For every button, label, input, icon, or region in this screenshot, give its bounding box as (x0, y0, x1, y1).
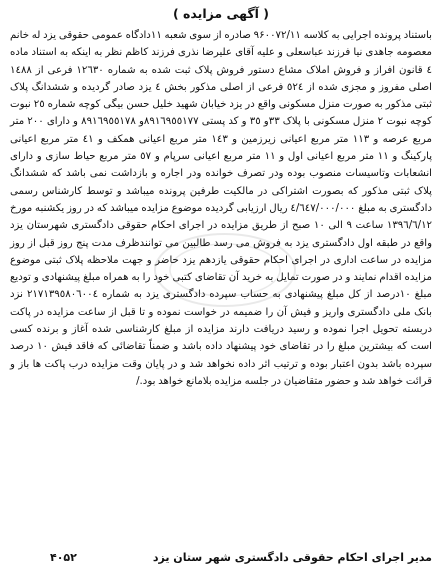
issuing-office: مدیر اجرای احکام حقوقی دادگستری شهر ستان یزد (152, 551, 432, 564)
notice-footer (10, 551, 432, 564)
notice-title: ( آگهی مزایده ) (172, 6, 270, 21)
notice-body: باستناد پرونده اجرایی به کلاسه ۹۶۰۰۷۲/۱۱ صادره از سوی شعبه ۱۱دادگاه عمومی حقوقی یزد له خانم معصومه جاهدی نیا فرزند عباسعلی و علیه آقای علیرضا نذری فرزند کاظم نظر به اینکه به استناد ماده ٤ قانون افراز و فروش املاک مشاع دستور فروش پلاک ثبت شده به شماره ١٢٦٣٠ فرعی از ١٤٨٨ اصلی مفروز و مجزی شده از ٥٢٤ فرعی از اصلی مذکور بخش ٤ یزد صادر گردیده و ششدانگ پلاک ثبتی مذکور به صورت منزل مسکونی واقع در یزد خیابان شهید خلیل حسن بیگی کوچه شماره ٢٥ نبوت کوچه نبوت ٢ منزل مسکونی با پلاک ٣٣و ٣٥ و کد پستی ٨٩١٦٩٥٥١٧٧و ٨٩١٦٩٥٥١٧٨ و دارای ٢٠٠ متر مربع عرصه و ١١٣ متر مربع اعیانی زیرزمین و ١٤٣ متر مربع اعیانی همکف و ٤١ متر مربع اعیانی پارکینگ و ١١ متر مربع اعیانی اول و ١١ متر مربع اعیانی سرپام و ٥٧ متر مربع حیاط سازی و دارای انشعابات وتاسیسات منصوب بوده ودر تصرف خوانده ودر اجاره و بازداشت نمی باشد که ششدانگ پلاک ثبتی مذکور که بصورت اشتراکی در مالکیت طرفین پرونده میباشد و توسط کارشناس رسمی دادگستری به مبلغ ٤/٦٤٧/٠٠٠/٠٠٠ ریال ارزیابی گردیده موضوع مزایده میباشد که در روز یکشنبه مورخ ١٣٩٦/٦/١٢ ساعت ٩ الی ١٠ صبح از طریق مزایده در اجرای احکام حقوقی دادگستری شهرستان یزد واقع در طبقه اول دادگستری یزد به فروش می رسد طالبین می توانندظرف مدت پنج روز قبل از روز مزایده در ساعت اداری در اجرای احکام حقوقی یازدهم یزد حاضر و جهت ملاحظه پلاک ثبتی موضوع مزایده اقدام نمایند و در صورت تمایل به خرید آن تقاضای کتبی خود را به همراه مبلغ پیشنهادی و تودیع مبلغ ١٠درصد از کل مبلغ پیشنهادی به حساب سپرده دادگستری یزد به شماره ٢١٧١٣٩٥٨٠٦٠٠٤ نزد بانک ملی دادگستری واریز و فیش آن را ضمیمه در خواست نموده و تا قبل از ساعت مزایده در پاکت دربسته تحویل اجرا نموده و رسید دریافت دارند مزایده از مبلغ کارشناسی شده آغاز و برنده کسی است که بیشترین مبلغ را در تقاضای خود پیشنهاد داده باشد و ضمناً تقاضائی که فاقد فیش ١٠ درصد سپرده باشد بدون اعتبار بوده و ترتیب اثر داده نخواهد شد و در پایان وقت مزایده درب پاکت ها باز و قرائت خواهد شد و حضور متقاضیان در جلسه مزایده بلامانع خواهد بود./ (10, 30, 433, 387)
notice-code: ۴۰۵۲ (50, 551, 77, 564)
